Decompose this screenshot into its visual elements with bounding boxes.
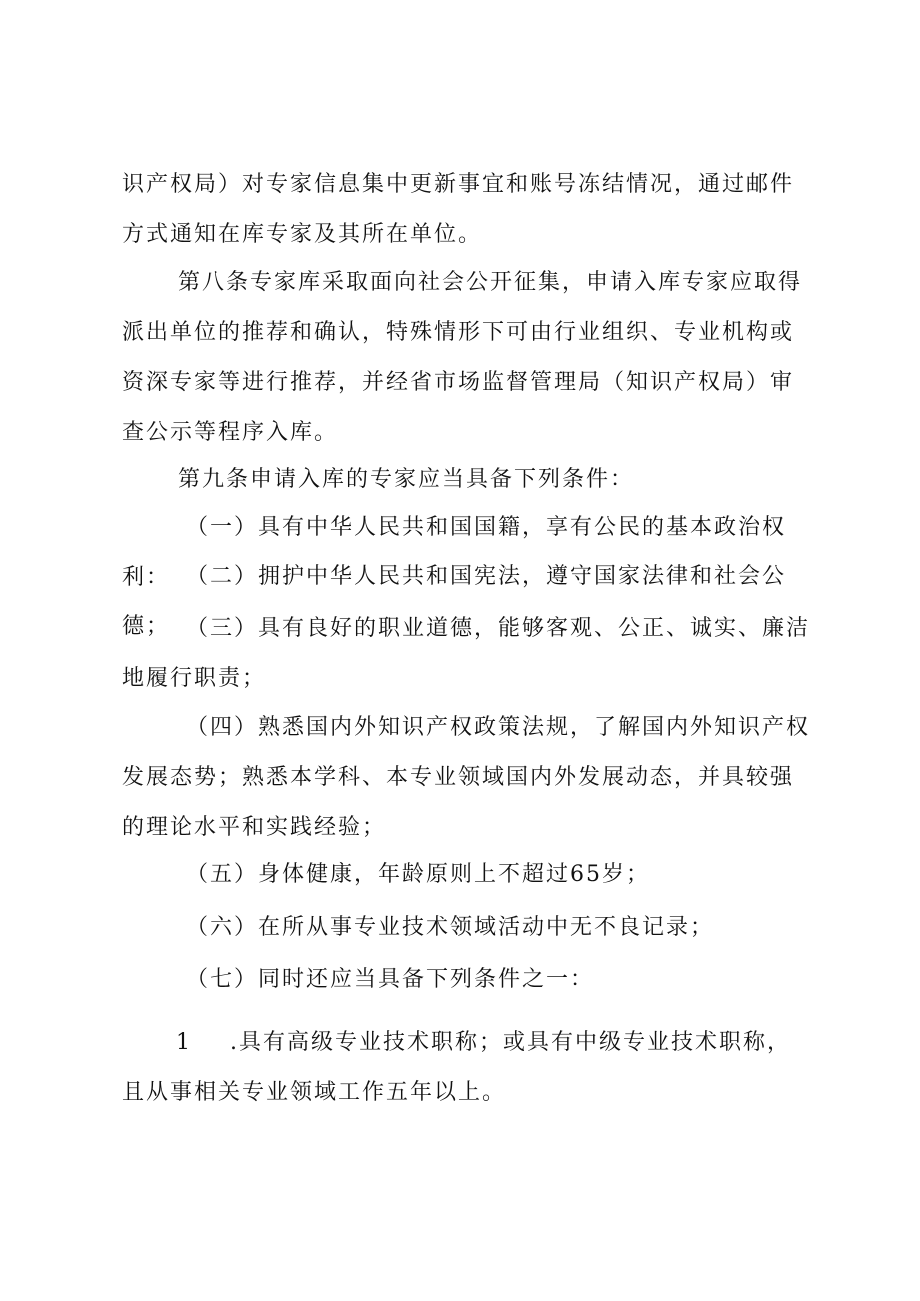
condition-item-5: （五）身体健康，年龄原则上不超过65岁； (186, 862, 650, 887)
paragraph-continuation: 识产权局）对专家信息集中更新事宜和账号冻结情况，通过邮件方式通知在库专家及其所在单位。 (122, 172, 795, 247)
condition-item-3: （三）具有良好的职业道德，能够客观、公正、诚实、廉洁地履行职责； (122, 616, 811, 691)
condition-item-2: （二）拥护中华人民共和国宪法，遵守国家法律和社会公德； (122, 564, 787, 639)
condition-item-6: （六）在所从事专业技术领域活动中无不良记录； (186, 915, 715, 940)
condition-item-7: （七）同时还应当具备下列条件之一： (186, 967, 595, 992)
numbered-item-number: 1 (176, 1030, 192, 1055)
condition-item-4: （四）熟悉国内外知识产权政策法规，了解国内外知识产权发展态势；熟悉本学科、本专业领域国内外发展动态，并具较强的理论水平和实践经验； (122, 715, 811, 840)
numbered-item-text: .具有高级专业技术职称；或具有中级专业技术职称，且从事相关专业领域工作五年以上。 (122, 1030, 791, 1105)
paragraph-article-9: 第九条申请入库的专家应当具备下列条件： (178, 467, 635, 492)
numbered-item-1 (122, 1018, 812, 1118)
paragraph-article-8: 第八条专家库采取面向社会公开征集，申请入库专家应取得派出单位的推荐和确认，特殊情形下可由行业组织、专业机构或资深专家等进行推荐，并经省市场监督管理局（知识产权局）审查公示等程序入库。 (122, 270, 803, 445)
condition-item-1: （一）具有中华人民共和国国籍，享有公民的基本政治权利： (122, 515, 787, 590)
